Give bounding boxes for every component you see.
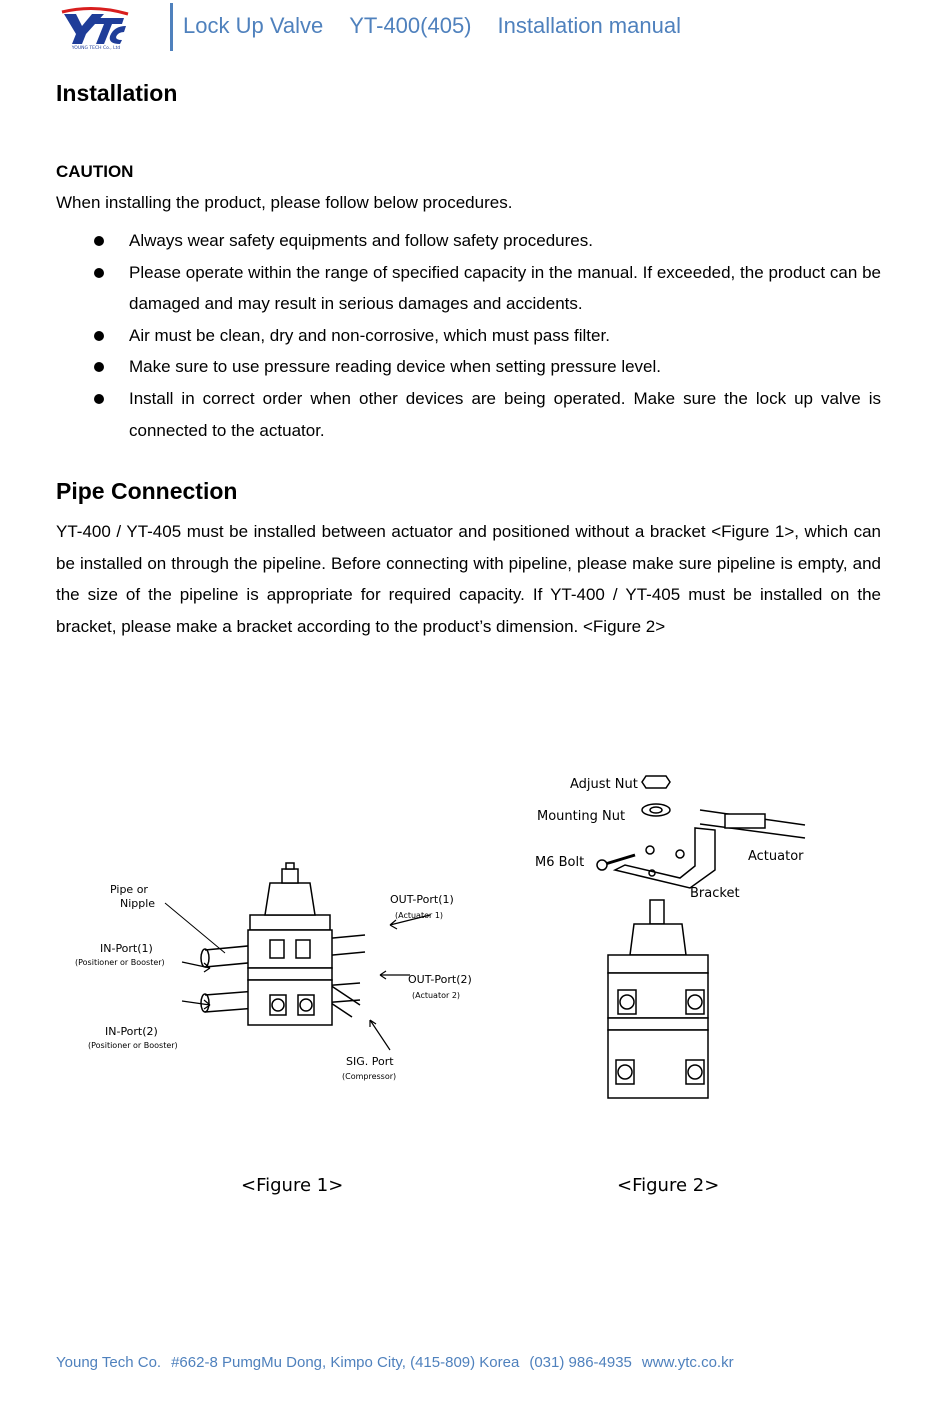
- bullet-icon: [94, 394, 104, 404]
- label-in-port-1-sub: (Positioner or Booster): [75, 958, 165, 967]
- figure-2-diagram: [530, 770, 820, 1120]
- page-header: [0, 0, 950, 56]
- label-m6-bolt: M6 Bolt: [535, 855, 585, 870]
- label-mounting-nut: Mounting Nut: [537, 809, 626, 824]
- bullet-icon: [94, 331, 104, 341]
- pipe-connection-heading: Pipe Connection: [56, 478, 238, 504]
- caution-label: CAUTION: [56, 162, 134, 181]
- label-in-port-2: IN-Port(2): [105, 1025, 158, 1038]
- label-sig-port: SIG. Port: [346, 1055, 394, 1068]
- ytc-logo: [58, 6, 132, 50]
- bullet-icon: [94, 236, 104, 246]
- footer-company: Young Tech Co.: [56, 1354, 162, 1371]
- footer-website: www.ytc.co.kr: [641, 1354, 734, 1371]
- label-out-port-1-sub: (Actuator 1): [395, 911, 444, 920]
- figure-2-caption: <Figure 2>: [617, 1175, 720, 1196]
- header-title: [183, 13, 681, 39]
- label-bracket: Bracket: [690, 886, 740, 901]
- caution-list: [56, 225, 881, 446]
- footer-address: #662-8 PumgMu Dong, Kimpo City, (415-809) Korea: [171, 1354, 520, 1371]
- pipe-connection-paragraph: YT-400 / YT-405 must be installed between actuator and positioned without a bracket <Figure 1>, which can be installed on through the pipeline. Before connecting with pipeline, please make sure pipeline is empty, and the size of the pipeline is appropriate for required capacity. If YT-400 / YT-405 must be installed on the bracket, please make a bracket according to the product’s dimension. <Figure 2>: [56, 522, 881, 636]
- header-product: Lock Up Valve: [183, 13, 324, 38]
- label-sig-port-sub: (Compressor): [342, 1072, 397, 1081]
- page-footer: [56, 1354, 734, 1371]
- bullet-icon: [94, 362, 104, 372]
- list-item: Please operate within the range of specified capacity in the manual. If exceeded, the product can be damaged and may result in serious damages and accidents.: [56, 257, 881, 320]
- label-pipe: Pipe or: [110, 883, 148, 896]
- header-model: YT-400(405): [349, 13, 472, 38]
- installation-heading: Installation: [56, 80, 178, 106]
- label-out-port-2-sub: (Actuator 2): [412, 991, 461, 1000]
- label-actuator: Actuator: [748, 849, 804, 864]
- caution-intro: When installing the product, please follow below procedures.: [56, 193, 513, 212]
- bullet-icon: [94, 268, 104, 278]
- figure-1-diagram: [70, 855, 490, 1095]
- list-item: Always wear safety equipments and follow safety procedures.: [56, 225, 881, 257]
- label-adjust-nut: Adjust Nut: [570, 777, 638, 792]
- footer-phone: (031) 986-4935: [529, 1354, 632, 1371]
- list-item: Install in correct order when other devices are being operated. Make sure the lock up valve is connected to the actuator.: [56, 383, 881, 446]
- header-divider: [170, 3, 173, 51]
- header-doc: Installation manual: [497, 13, 681, 38]
- label-in-port-2-sub: (Positioner or Booster): [88, 1041, 178, 1050]
- list-item: Make sure to use pressure reading device when setting pressure level.: [56, 351, 881, 383]
- label-out-port-1: OUT-Port(1): [390, 893, 454, 906]
- figure-1-caption: <Figure 1>: [241, 1175, 344, 1196]
- list-item: Air must be clean, dry and non-corrosive, which must pass filter.: [56, 320, 881, 352]
- logo-subtitle: YOUNG TECH Co., Ltd: [71, 46, 121, 50]
- label-out-port-2: OUT-Port(2): [408, 973, 472, 986]
- label-nipple: Nipple: [120, 897, 156, 910]
- label-in-port-1: IN-Port(1): [100, 942, 153, 955]
